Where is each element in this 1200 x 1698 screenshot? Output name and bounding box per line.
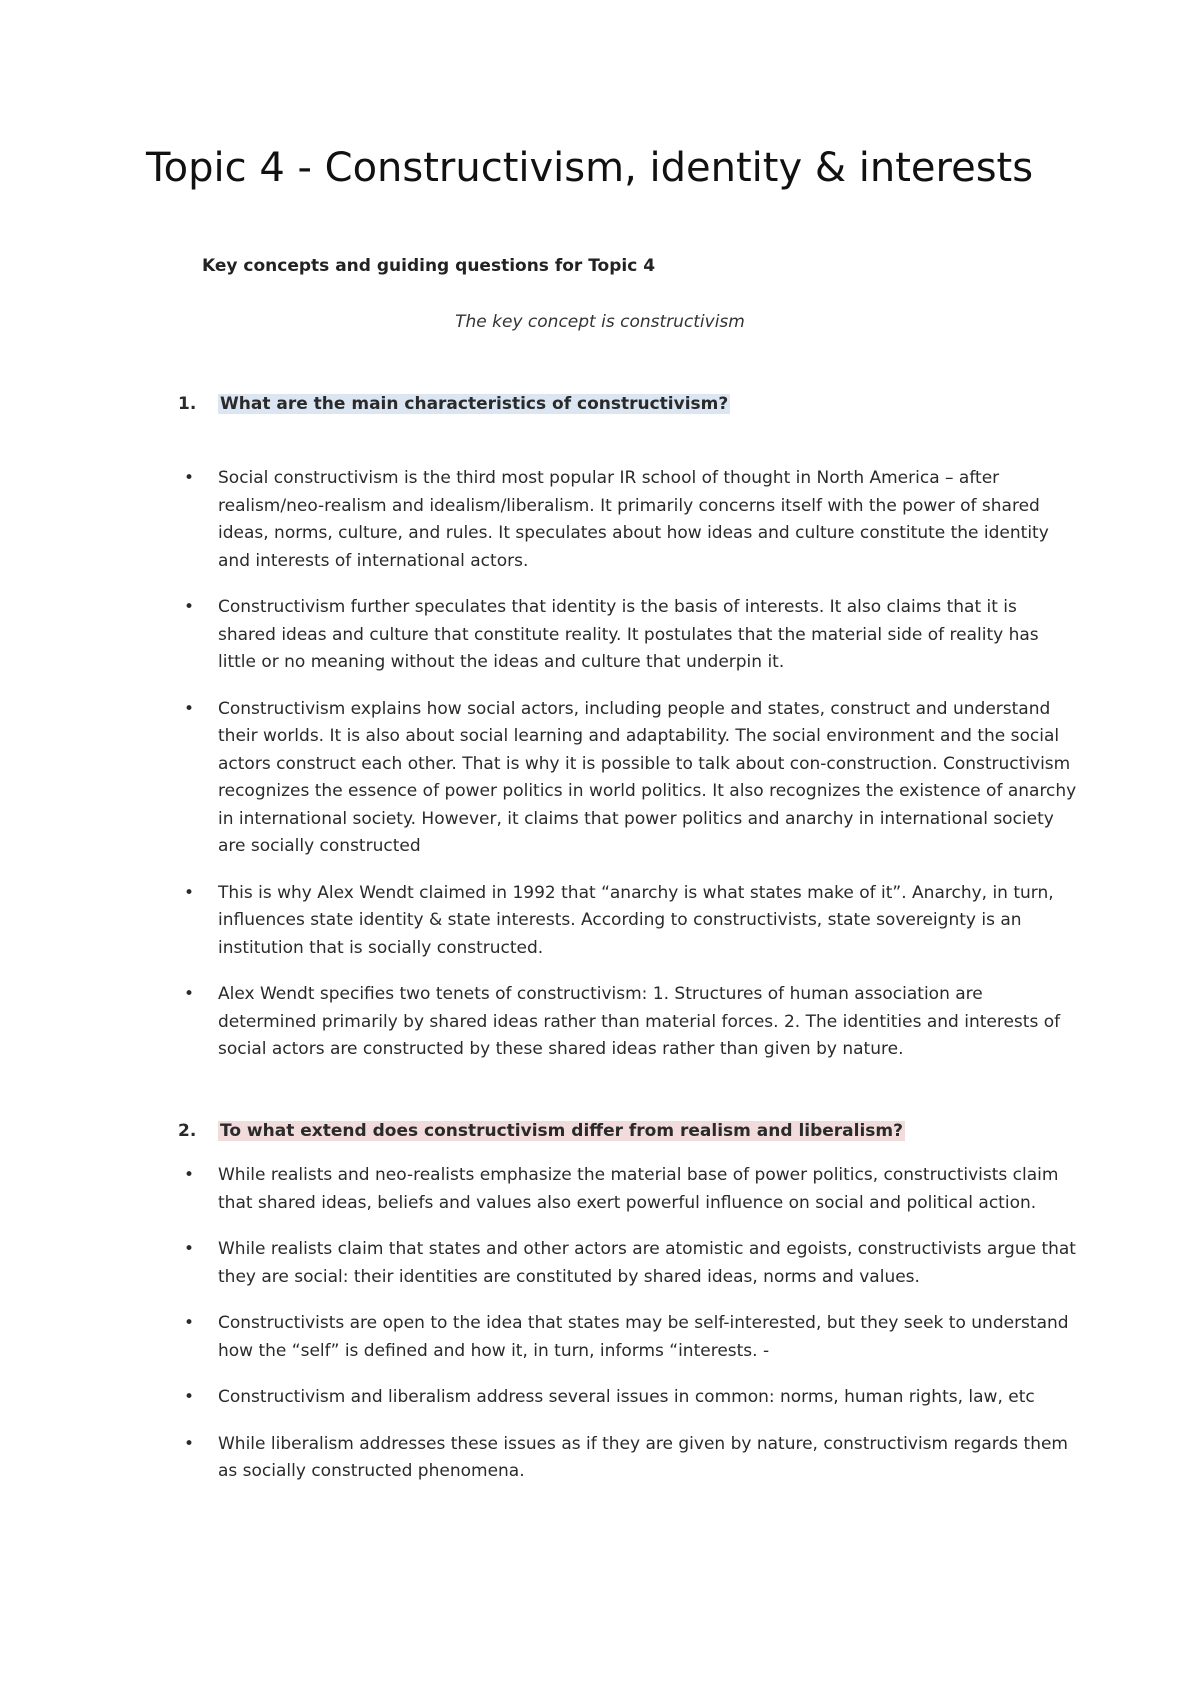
- list-item: [183, 465, 1078, 575]
- bullet-text: Alex Wendt specifies two tenets of constructivism: 1. Structures of human association are determined primarily by shared ideas rather than material forces. 2. The identities and interests of social actors are constructed by these shared ideas rather than given by nature.: [218, 984, 1061, 1059]
- bullet-text: Constructivists are open to the idea that states may be self-interested, but they seek to understand how the “self” is defined and how it, in turn, informs “interests. -: [218, 1313, 1069, 1361]
- bullet-text: This is why Alex Wendt claimed in 1992 that “anarchy is what states make of it”. Anarchy, in turn, influences state identity & state interests. According to constructivists, state sovereignty is an institution that is socially constructed.: [218, 882, 1054, 958]
- question-text: What are the main characteristics of constructivism?: [220, 394, 729, 414]
- question-1: [178, 391, 730, 417]
- subtitle: Key concepts and guiding questions for Topic 4: [202, 256, 656, 276]
- bullet-text: While liberalism addresses these issues as if they are given by nature, constructivism regards them as socially constructed phenomena.: [218, 1433, 1068, 1481]
- bullet-icon: •: [183, 1313, 195, 1333]
- list-item: [183, 880, 1078, 963]
- list-item: [183, 1236, 1078, 1291]
- bullet-icon: •: [183, 1165, 195, 1185]
- section-2-bullet-list: [183, 1162, 1078, 1505]
- bullet-text: Social constructivism is the third most popular IR school of thought in North America – after realism/neo-realism and idealism/liberalism. It primarily concerns itself with the power of shared ideas, norms, culture, and rules. It speculates about how ideas and culture constitute the identity and interests of international actors.: [218, 468, 1049, 571]
- bullet-icon: •: [183, 1239, 195, 1259]
- bullet-icon: •: [183, 882, 195, 903]
- bullet-icon: •: [183, 984, 195, 1004]
- list-item: [183, 1431, 1078, 1486]
- bullet-icon: •: [183, 597, 195, 617]
- bullet-text: While realists claim that states and other actors are atomistic and egoists, constructivists argue that they are social: their identities are constituted by shared ideas, norms and values.: [218, 1239, 1076, 1287]
- question-number: 2.: [178, 1121, 197, 1141]
- bullet-icon: •: [183, 1433, 195, 1454]
- question-2: [178, 1118, 905, 1144]
- question-text: To what extend does constructivism differ from realism and liberalism?: [220, 1121, 903, 1141]
- bullet-icon: •: [183, 468, 195, 488]
- list-item: [183, 1162, 1078, 1217]
- bullet-text: Constructivism and liberalism address several issues in common: norms, human rights, law, etc: [218, 1387, 1035, 1407]
- section-1-bullet-list: [183, 465, 1078, 1083]
- bullet-icon: •: [183, 1387, 195, 1407]
- bullet-text: While realists and neo-realists emphasize the material base of power politics, constructivists claim that shared ideas, beliefs and values also exert powerful influence on social and political action.: [218, 1165, 1059, 1213]
- list-item: [183, 981, 1078, 1064]
- bullet-text: Constructivism explains how social actors, including people and states, construct and understand their worlds. It is also about social learning and adaptability. The social environment and the social actors construct each other. That is why it is possible to talk about con-construction. Constructivism recognizes the essence of power politics in world politics. It also recognizes the existence of anarchy in international society. However, it claims that power politics and anarchy in international society are socially constructed: [218, 698, 1077, 856]
- bullet-icon: •: [183, 698, 195, 719]
- bullet-text: Constructivism further speculates that identity is the basis of interests. It also claims that it is shared ideas and culture that constitute reality. It postulates that the material side of reality has little or no meaning without the ideas and culture that underpin it.: [218, 597, 1039, 672]
- list-item: [183, 1384, 1078, 1412]
- list-item: [183, 1310, 1078, 1365]
- page-title: Topic 4 - Constructivism, identity & interests: [146, 145, 1034, 191]
- list-item: [183, 696, 1078, 861]
- key-concept-line: The key concept is constructivism: [455, 312, 745, 332]
- list-item: [183, 594, 1078, 677]
- question-number: 1.: [178, 394, 197, 414]
